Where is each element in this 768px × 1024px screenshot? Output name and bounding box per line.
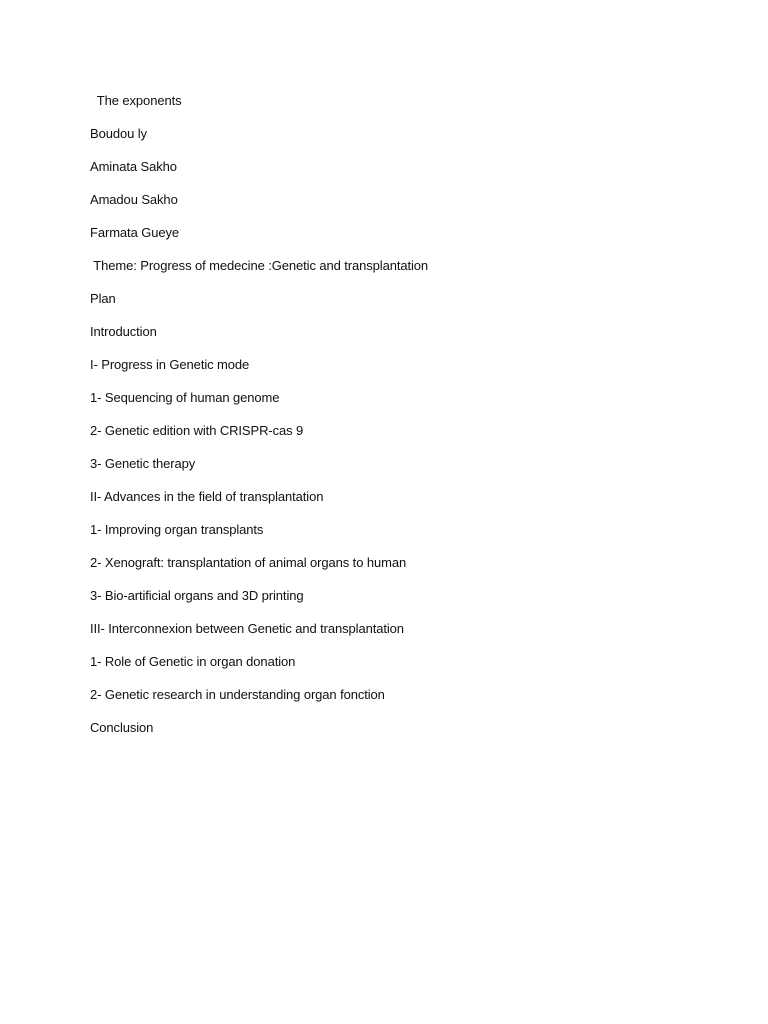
plan-section: III- Interconnexion between Genetic and transplantation [90,621,404,636]
plan-item: Introduction [90,324,157,339]
document-body [90,92,710,752]
plan-item: 2- Genetic research in understanding organ fonction [90,687,385,702]
plan-item: 1- Sequencing of human genome [90,390,280,405]
plan-heading: Plan [90,291,116,306]
plan-item: 3- Genetic therapy [90,456,196,471]
author-name: Aminata Sakho [90,159,177,174]
plan-item: 1- Role of Genetic in organ donation [90,654,296,669]
plan-item: 2- Genetic edition with CRISPR-cas 9 [90,423,304,438]
theme-line: Theme: Progress of medecine :Genetic and transplantation [90,258,429,273]
author-name: Farmata Gueye [90,225,180,240]
plan-item: 1- Improving organ transplants [90,522,264,537]
plan-item: 2- Xenograft: transplantation of animal organs to human [90,555,407,570]
plan-item: 3- Bio-artificial organs and 3D printing [90,588,304,603]
plan-item: Conclusion [90,720,154,735]
author-name: Amadou Sakho [90,192,178,207]
plan-section: II- Advances in the field of transplantation [90,489,324,504]
exponents-heading: The exponents [90,93,182,108]
plan-section: I- Progress in Genetic mode [90,357,250,372]
author-name: Boudou ly [90,126,147,141]
